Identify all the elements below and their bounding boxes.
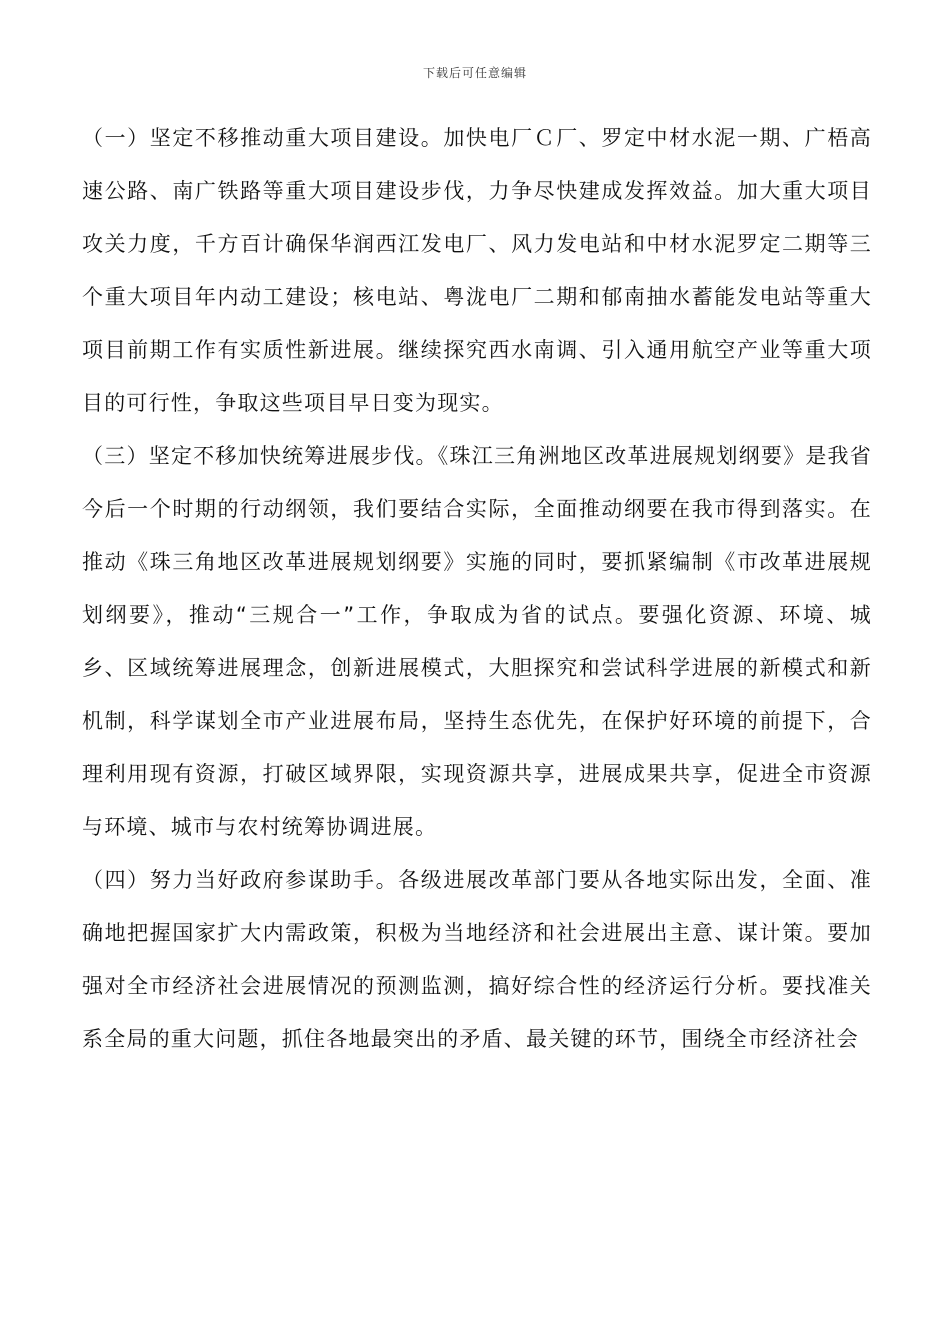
page-header: 下载后可任意编辑: [422, 66, 527, 80]
paragraph-government-advisor: （四）努力当好政府参谋助手。各级进展改革部门要从各地实际出发，全面、准确地把握国家扩大内需政策，积极为当地经济和社会进展出主意、谋计策。要加强对全市经济社会进展情况的预测监测，搞好综合性的经济运行分析。要找准关系全局的重大问题，抓住各地最突出的矛盾、最关键的环节，围绕全市经济社会: [82, 868, 872, 1051]
document-body: [82, 112, 872, 1066]
paragraph-major-projects: （一）坚定不移推动重大项目建设。加快电厂Ｃ厂、罗定中材水泥一期、广梧高速公路、南广铁路等重大项目建设步伐，力争尽快建成发挥效益。加大重大项目攻关力度，千方百计确保华润西江发电厂、风力发电站和中材水泥罗定二期等三个重大项目年内动工建设；核电站、粤泷电厂二期和郁南抽水蓄能发电站等重大项目前期工作有实质性新进展。继续探究西水南调、引入通用航空产业等重大项目的可行性，争取这些项目早日变为现实。: [82, 126, 872, 415]
paragraph-coordinated-development: （三）坚定不移加快统筹进展步伐。《珠江三角洲地区改革进展规划纲要》是我省今后一个时期的行动纲领，我们要结合实际，全面推动纲要在我市得到落实。在推动《珠三角地区改革进展规划纲要》实施的同时，要抓紧编制《市改革进展规划纲要》，推动“三规合一”工作，争取成为省的试点。要强化资源、环境、城乡、区域统筹进展理念，创新进展模式，大胆探究和尝试科学进展的新模式和新机制，科学谋划全市产业进展布局，坚持生态优先，在保护好环境的前提下，合理利用现有资源，打破区域界限，实现资源共享，进展成果共享，促进全市资源与环境、城市与农村统筹协调进展。: [82, 444, 872, 839]
